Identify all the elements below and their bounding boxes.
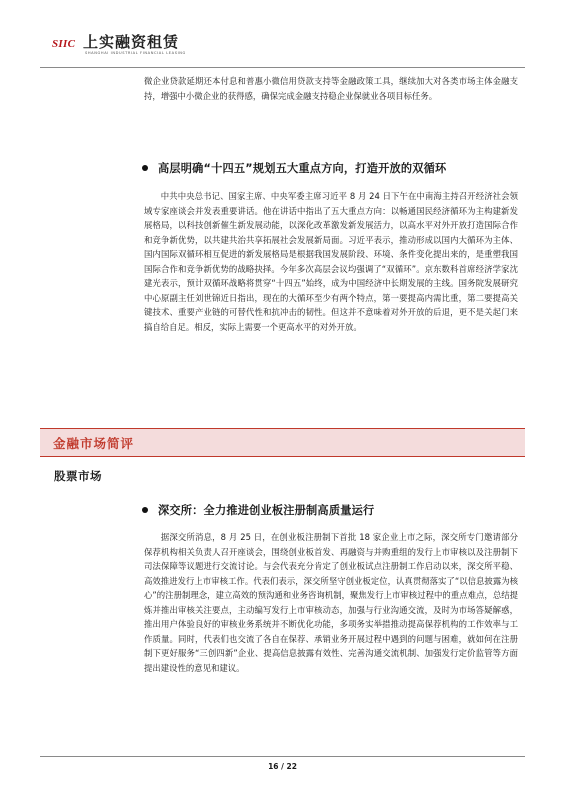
paragraph-dual-circulation: 中共中央总书记、国家主席、中央军委主席习近平 8 月 24 日下午在中南海主持召开经济社会领域专家座谈会并发表重要讲话。他在讲话中指出了五大重点方向：以畅通国民经济循环为主构建新发展格局，以科技创新催生新发展动能，以深化改革激发新发展活力，以高水平对外开放打造国际合作和竞争新优势，以共建共治共享拓展社会发展新局面。习近平表示，推动形成以国内大循环为主体、国内国际双循环相互促进的新发展格局是根据我国发展阶段、环境、条件变化提出来的，是重塑我国国际合作和竞争新优势的战略抉择。今年多次高层会议均强调了“双循环”。京东数科首席经济学家沈建光表示，预计双循环战略将贯穿“十四五”始终，成为中国经济中长期发展的主线。国务院发展研究中心原副主任刘世锦近日指出，现在的大循环至少有两个特点，第一要提高内需比重，第二要提高关键技术、重要产业链的可替代性和抗冲击的韧性。但这并不意味着对外开放的后退，更不是关起门来搞自给自足。相反，实际上需要一个更高水平的对外开放。 [144, 191, 518, 332]
bullet-dot-icon [142, 165, 148, 171]
footer-divider [40, 756, 525, 757]
paragraph-szse: 据深交所消息，8 月 25 日，在创业板注册制下首批 18 家企业上市之际，深交所专门邀请部分保荐机构相关负责人召开座谈会，围绕创业板首发、再融资与并购重组的发行上市审核以及注册制下司法保障等议题进行交流讨论。与会代表充分肯定了创业板试点注册制工作启动以来，深交所平稳、高效推进发行上市审核工作。代表们表示，深交所坚守创业板定位，认真贯彻落实了“以信息披露为核心”的注册制理念，建立高效的预沟通和业务咨询机制，聚焦发行上市审核过程中的重点难点，总结提炼并推出审核关注要点，主动编写发行上市审核动态，加强与行业沟通交流，及时为市场答疑解惑，推出用户体验良好的审核业务系统并不断优化功能，多项务实举措推动提高保荐机构的工作效率与工作质量。同时，代表们也交流了各自在保荐、承销业务开展过程中遇到的问题与困难，就如何在注册制下更好服务“三创四新”企业、提高信息披露有效性、完善沟通交流机制、加强发行定价监管等方面提出建设性的意见和建议。 [144, 532, 518, 673]
section-title: 金融市场简评 [53, 436, 135, 451]
logo-mark: SIIC [52, 38, 76, 50]
paragraph-continued: 微企业贷款延期还本付息和普惠小微信用贷款支持等金融政策工具，继续加大对各类市场主体金融支持，增强中小微企业的获得感，确保完成金融支持稳企业保就业各项目标任务。 [144, 76, 518, 101]
section-banner [40, 428, 525, 457]
bullet-dot-icon [142, 507, 148, 513]
company-name: 上实融资租赁 [83, 33, 180, 51]
bullet-heading-text: 深交所：全力推进创业板注册制高质量运行 [158, 504, 375, 517]
company-english-name: SHANGHAI INDUSTRIAL FINANCIAL LEASING [85, 51, 186, 55]
subsection-title: 股票市场 [54, 469, 102, 483]
bullet-heading-szse [142, 502, 374, 518]
bullet-heading-text: 高层明确“十四五”规划五大重点方向，打造开放的双循环 [158, 162, 447, 175]
bullet-heading-five-directions [142, 160, 446, 176]
header-divider [40, 67, 525, 68]
page-number: 16 / 22 [268, 762, 297, 771]
